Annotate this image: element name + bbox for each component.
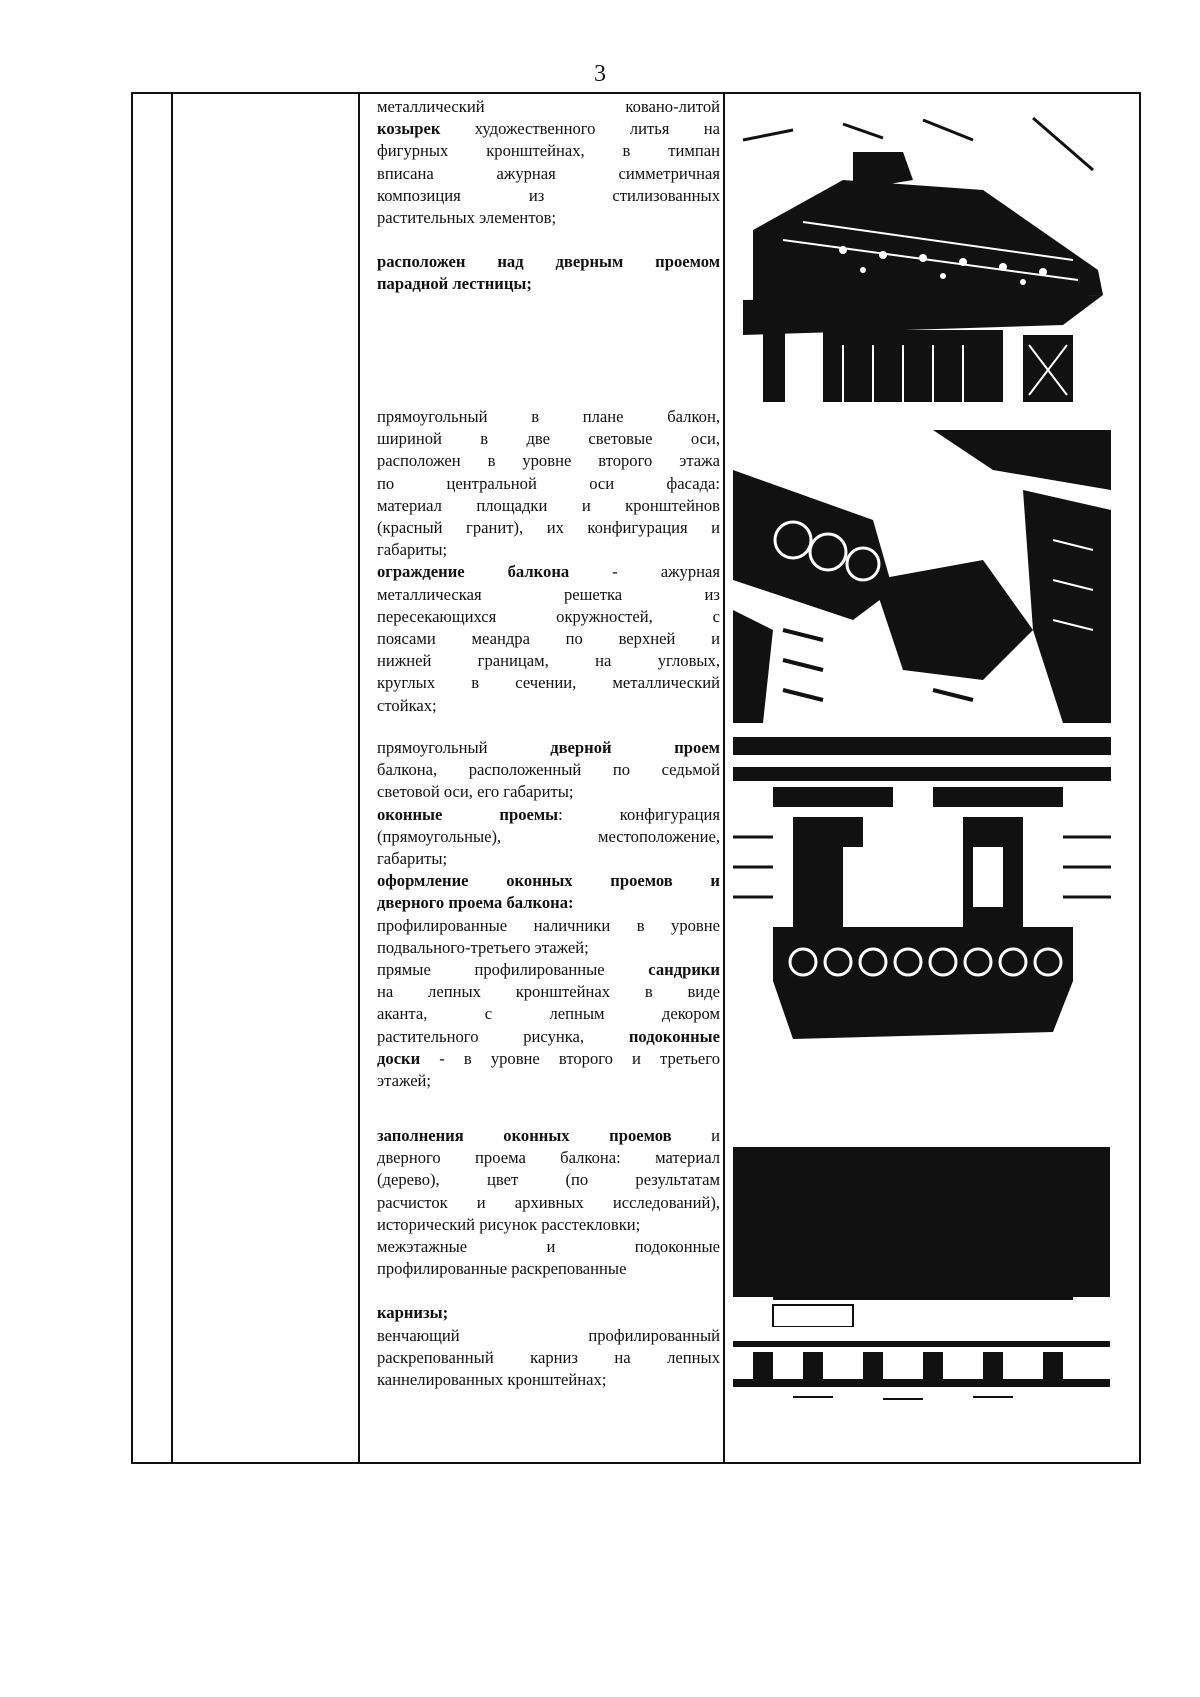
column-divider-2 <box>358 92 360 1464</box>
photo-canopy <box>733 110 1109 402</box>
column-divider-3 <box>723 92 725 1464</box>
table-left-border <box>131 92 133 1464</box>
fillings-description: заполнения оконных проемов и дверного проема балкона: материал (дерево), цвет (по результатам расчисток и архивных исследований), исторический рисунок расстекловки; межэтажные и подоконные профилированные раскрепованные карнизы; венчающий профилированный раскрепованный карниз на лепных каннелированных кронштейнах; <box>377 1126 720 1390</box>
openings-description: прямоугольный дверной проем балкона, расположенный по седьмой световой оси, его габариты; оконные проемы: конфигурация (прямоугольные), местоположение, габариты; оформление оконных проемов и дверного проема балкона: профилированные наличники в уровне подвального-третьего этажей; прямые профилированные сандрики на лепных кронштейнах в виде аканта, с лепным декором растительного рисунка, подоконные доски - в уровне второго и третьего этажей; <box>377 738 720 1091</box>
table-top-border <box>131 92 1141 94</box>
photo-balcony <box>733 430 1111 723</box>
table-bottom-border <box>131 1462 1141 1464</box>
photo-cornice <box>733 1147 1110 1404</box>
balcony-description: прямоугольный в плане балкон, шириной в две световые оси, расположен в уровне второго этажа по центральной оси фасада: материал площадки и кронштейнов (красный гранит), их конфигурация и габариты; ограждение балкона - ажурная металлическая решетка из пересекающихся окружностей, с поясами меандра по верхней и нижней границам, на угловых, круглых в сечении, металлический стойках; <box>377 407 720 715</box>
page-number: 3 <box>594 61 606 87</box>
table-right-border <box>1139 92 1141 1464</box>
canopy-description: металлический кованo-литой козырек художественного литья на фигурных кронштейнах, в тимпан вписана ажурная симметричная композиция из стилизованных растительных элементов; расположен над дверным проемом парадной лестницы; <box>377 97 720 294</box>
photo-facade-windows <box>733 737 1111 1039</box>
column-divider-1 <box>171 92 173 1464</box>
